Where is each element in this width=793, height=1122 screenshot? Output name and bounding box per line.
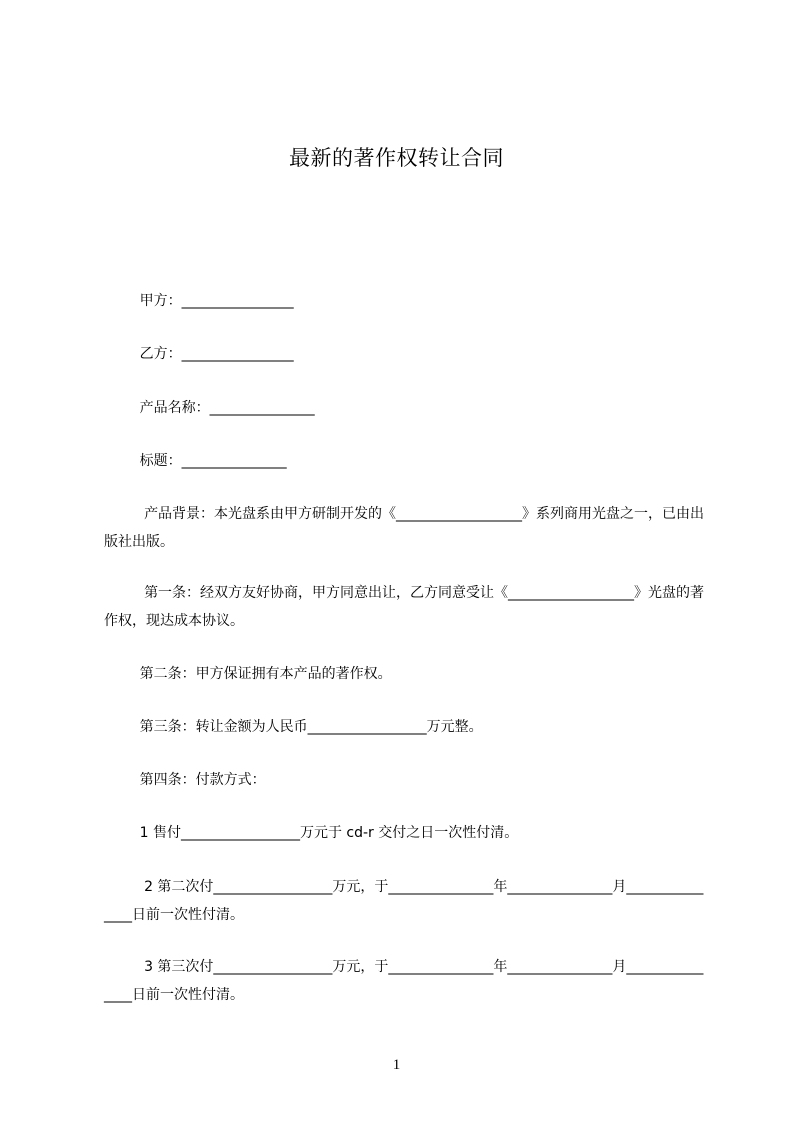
payment-item-1: 1 售付_________________万元于 cd-r 交付之日一次性付清。 [104,825,519,841]
payment-item-3: 3 第三次付_________________万元，于_______________年_______________月_______________日前一次性付清。 [104,959,704,1003]
article-two-paragraph: 第二条：甲方保证拥有本产品的著作权。 [104,666,392,682]
party-b-line: 乙方：________________ [104,346,294,362]
article-four-heading: 第四条：付款方式： [104,772,266,788]
document-title: 最新的著作权转让合同 [289,146,504,170]
payment-item-2: 2 第二次付_________________万元，于_______________年_______________月_______________日前一次性付清。 [104,879,704,923]
product-name-line: 产品名称：_______________ [104,400,315,416]
product-background-paragraph: 产品背景：本光盘系由甲方研制开发的《__________________》系列商用光盘之一，已由出版社出版。 [104,506,705,550]
article-three-paragraph: 第三条：转让金额为人民币_________________万元整。 [104,719,483,735]
page-number: 1 [392,1057,401,1073]
party-a-line: 甲方：________________ [104,293,294,309]
article-one-paragraph: 第一条：经双方友好协商，甲方同意出让，乙方同意受让《__________________》光盘的著作权，现达成本协议。 [104,585,705,629]
subject-line: 标题：_______________ [104,453,287,469]
